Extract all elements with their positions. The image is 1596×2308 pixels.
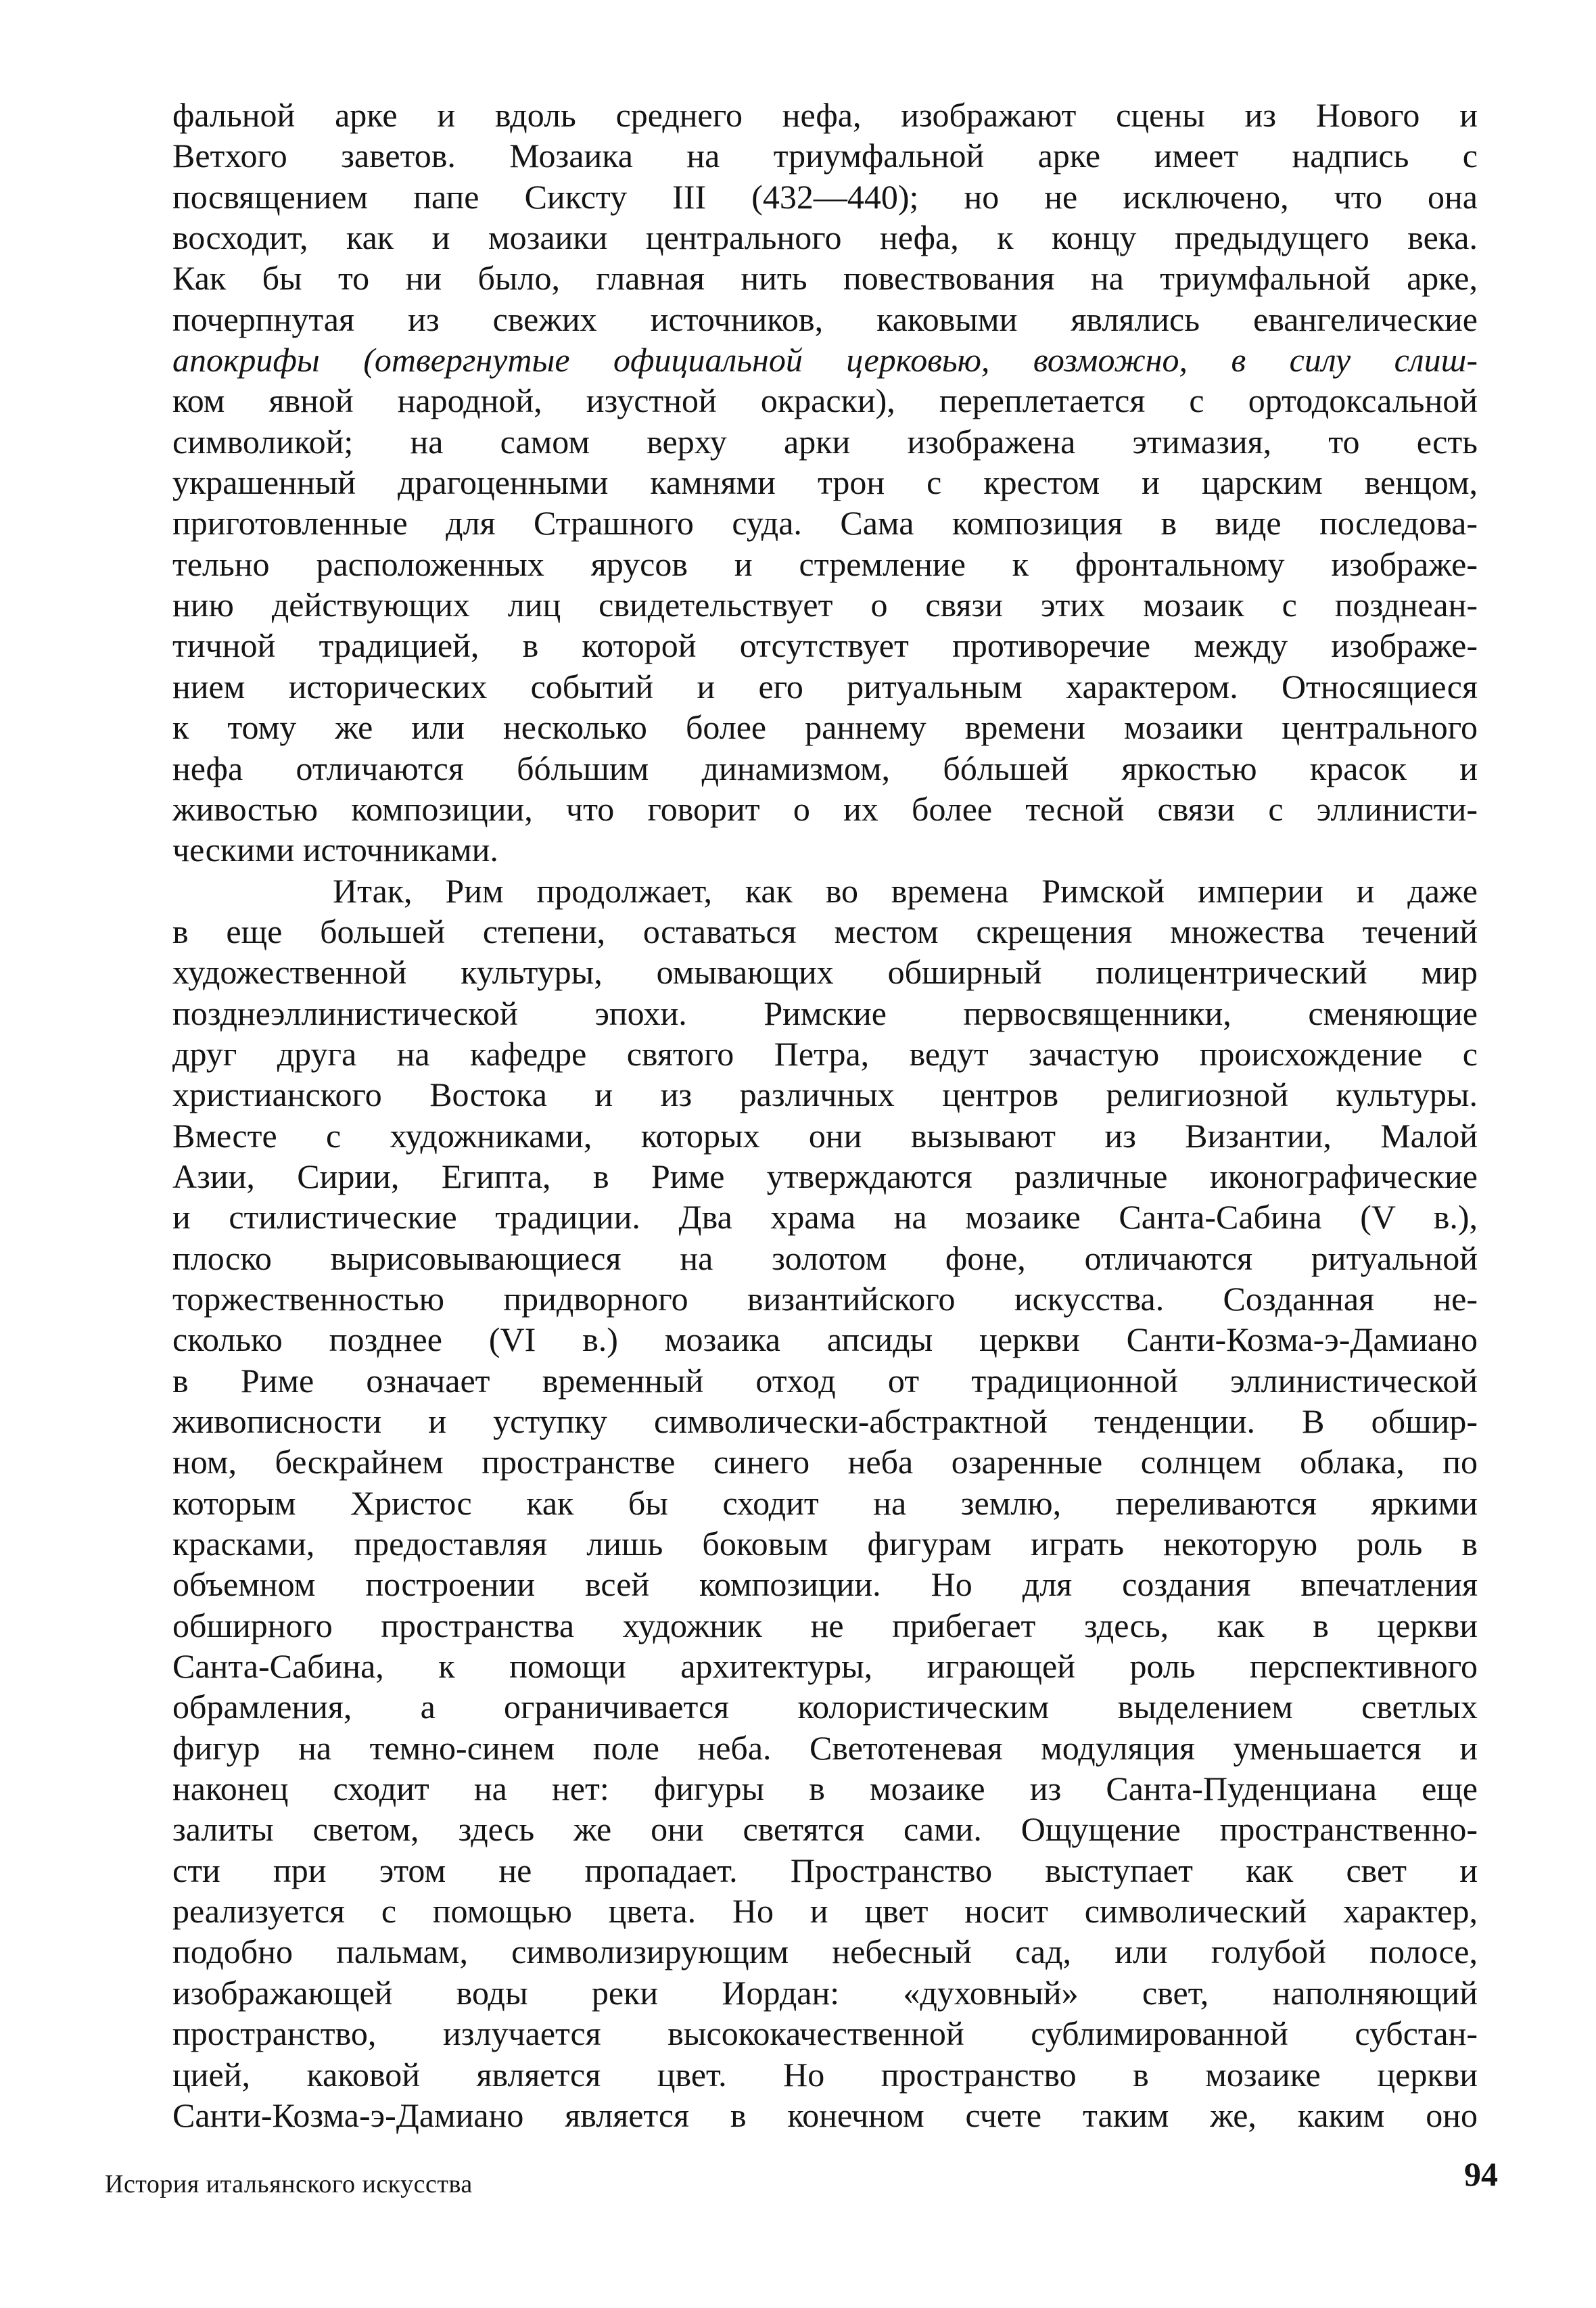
text-line: пространство, излучается высококачественной сублимированной субстан-: [172, 2014, 1478, 2053]
text-line: Как бы то ни было, главная нить повествования на триумфальной арке,: [172, 259, 1478, 298]
text-line: почерпнутая из свежих источников, каковыми являлись евангелические: [172, 300, 1478, 338]
text-line: тельно расположенных ярусов и стремление к фронтальному изображе-: [172, 545, 1478, 583]
text-line: живописности и уступку символически-абстрактной тенденции. В обшир-: [172, 1402, 1478, 1440]
text-line: украшенный драгоценными камнями трон с крестом и царским венцом,: [172, 463, 1478, 502]
paragraph-2: [172, 871, 1478, 2136]
text-line: обрамления, а ограничивается колористическим выделением светлых: [172, 1688, 1478, 1726]
text-line: приготовленные для Страшного суда. Сама композиция в виде последова-: [172, 504, 1478, 543]
text-line: ческими источниками.: [172, 831, 498, 869]
text-line: Вместе с художниками, которых они вызывают из Византии, Малой: [172, 1116, 1478, 1155]
text-line: ном, бескрайнем пространстве синего неба озаренные солнцем облака, по: [172, 1443, 1478, 1481]
text-line: наконец сходит на нет: фигуры в мозаике из Санта-Пуденциана еще: [172, 1770, 1478, 1808]
text-line: нефа отличаются бóльшим динамизмом, бóльшей яркостью красок и: [172, 749, 1478, 787]
text-line: нием исторических событий и его ритуальным характером. Относящиеся: [172, 667, 1478, 706]
text-line: сколько позднее (VI в.) мозаика апсиды церкви Санти-Козма-э-Дамиано: [172, 1320, 1478, 1359]
text-line: торжественностью придворного византийского искусства. Созданная не-: [172, 1279, 1478, 1318]
text-line: христианского Востока и из различных центров религиозной культуры.: [172, 1076, 1478, 1114]
text-line: посвящением папе Сиксту III (432—440); но не исключено, что она: [172, 177, 1478, 216]
body-text: [172, 95, 1478, 2136]
text-line: обширного пространства художник не прибегает здесь, как в церкви: [172, 1606, 1478, 1644]
text-line: сти при этом не пропадает. Пространство выступает как свет и: [172, 1851, 1478, 1889]
text-line: в еще большей степени, оставаться местом скрещения множества течений: [172, 912, 1478, 950]
text-line: Санти-Козма-э-Дамиано является в конечном счете таким же, каким оно: [172, 2096, 1478, 2134]
page-number: 94: [1464, 2155, 1498, 2193]
text-line: реализуется с помощью цвета. Но и цвет носит символический характер,: [172, 1892, 1478, 1931]
text-line: в Риме означает временный отход от традиционной эллинистической: [172, 1361, 1478, 1400]
italic-fragment: апокрифы (отвергнутые официальной церковью, возможно, в силу слиш-: [172, 341, 1478, 379]
text-line: Санта-Сабина, к помощи архитектуры, играющей роль перспективного: [172, 1647, 1478, 1686]
page-footer: [105, 2154, 1498, 2209]
text-line: подобно пальмам, символизирующим небесный сад, или голубой полосе,: [172, 1933, 1478, 1971]
text-line: восходит, как и мозаики центрального нефа, к концу предыдущего века.: [172, 218, 1478, 257]
text-line: красками, предоставляя лишь боковым фигурам играть некоторую роль в: [172, 1525, 1478, 1563]
text-line: тичной традицией, в которой отсутствует противоречие между изображе-: [172, 626, 1478, 665]
text-line: залиты светом, здесь же они светятся сами. Ощущение пространственно-: [172, 1810, 1478, 1849]
text-line: изображающей воды реки Иордан: «духовный» свет, наполняющий: [172, 1973, 1478, 2012]
text-line: фигур на темно-синем поле неба. Светотеневая модуляция уменьшается и: [172, 1728, 1478, 1767]
text-line: и стилистические традиции. Два храма на мозаике Санта-Сабина (V в.),: [172, 1198, 1478, 1237]
text-line: к тому же или несколько более раннему времени мозаики центрального: [172, 708, 1478, 747]
running-title: История итальянского искусства: [105, 2170, 473, 2198]
text-line: Итак, Рим продолжает, как во времена Римской империи и даже: [333, 871, 1478, 910]
text-line: художественной культуры, омывающих обширный полицентрический мир: [172, 953, 1478, 992]
text-line: ком явной народной, изустной окраски), переплетается с ортодоксальной: [172, 382, 1478, 420]
text-line: друг друга на кафедре святого Петра, ведут зачастую происхождение с: [172, 1034, 1478, 1073]
text-line-italic: [172, 340, 1478, 380]
text-line: цией, каковой является цвет. Но пространство в мозаике церкви: [172, 2055, 1478, 2094]
text-line: Азии, Сирии, Египта, в Риме утверждаются различные иконографические: [172, 1157, 1478, 1195]
text-line: фальной арке и вдоль среднего нефа, изображают сцены из Нового и: [172, 96, 1478, 134]
text-line: которым Христос как бы сходит на землю, переливаются яркими: [172, 1483, 1478, 1522]
text-line: живостью композиции, что говорит о их более тесной связи с эллинисти-: [172, 789, 1478, 828]
text-line: символикой; на самом верху арки изображена этимазия, то есть: [172, 422, 1478, 461]
text-line: позднеэллинистической эпохи. Римские первосвященники, сменяющие: [172, 994, 1478, 1032]
text-line: нию действующих лиц свидетельствует о связи этих мозаик с позднеан-: [172, 586, 1478, 624]
text-line: Ветхого заветов. Мозаика на триумфальной арке имеет надпись с: [172, 137, 1478, 175]
paragraph-1: [172, 95, 1478, 871]
text-line: объемном построении всей композиции. Но для создания впечатления: [172, 1565, 1478, 1604]
text-line: плоско вырисовывающиеся на золотом фоне, отличаются ритуальной: [172, 1239, 1478, 1277]
